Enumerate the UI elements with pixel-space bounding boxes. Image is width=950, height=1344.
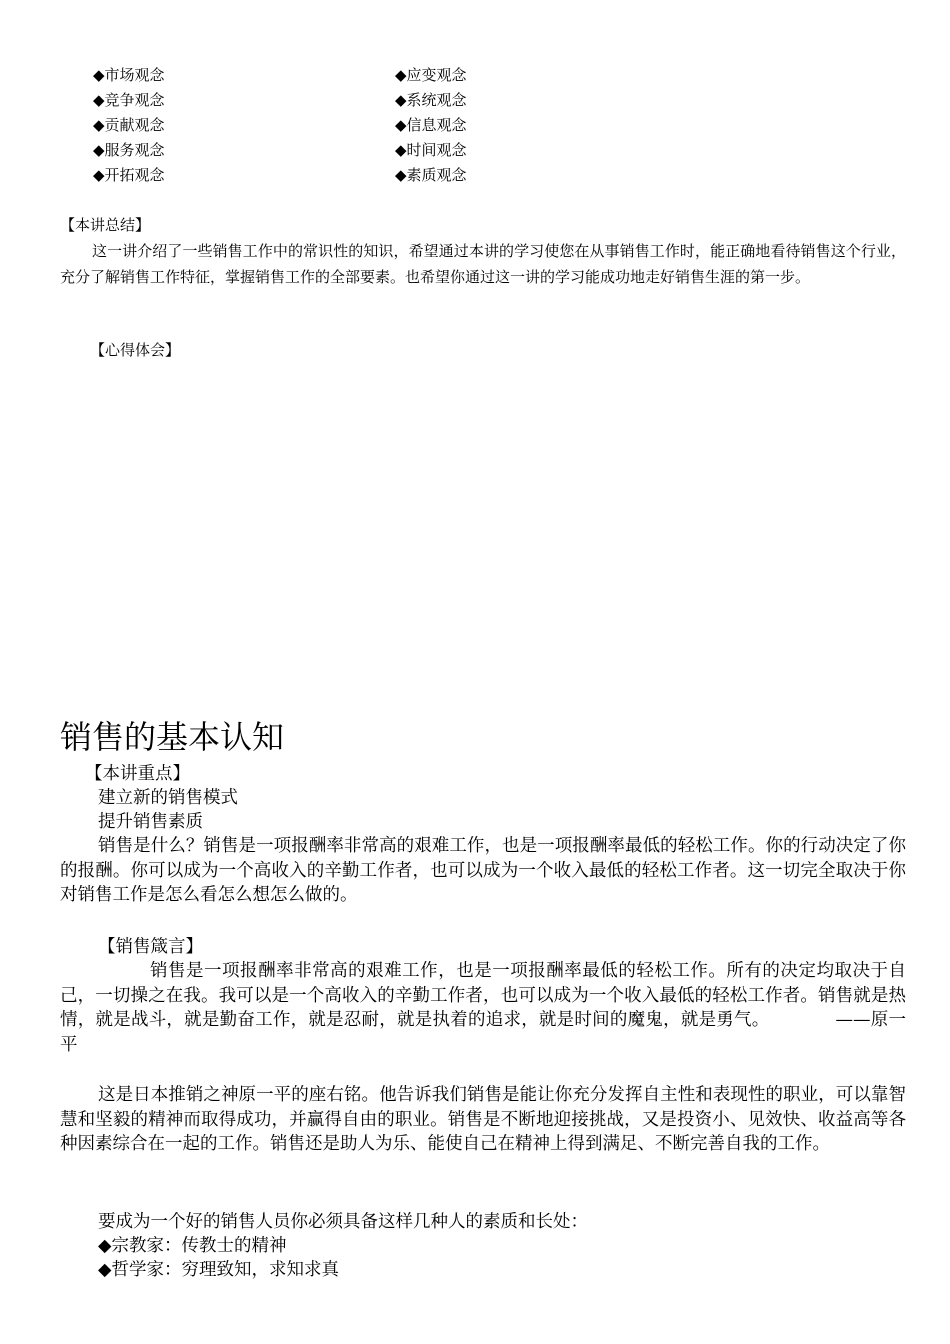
concept-item: ◆开拓观念 <box>93 166 165 184</box>
key-point: 提升销售素质 <box>98 812 203 832</box>
concept-item: ◆系统观念 <box>395 91 467 109</box>
explanation-paragraph: 这是日本推销之神原一平的座右铭。他告诉我们销售是能让你充分发挥自主性和表现性的职业，可以靠智慧和坚毅的精神而取得成功，并赢得自由的职业。销售是不断地迎接挑战，又是投资小、见效快、收益高等各种因素综合在一起的工作。销售还是助人为乐、能使自己在精神上得到满足、不断完善自我的工作。 <box>60 1085 906 1154</box>
concept-item: ◆市场观念 <box>93 66 165 84</box>
summary-heading: 【本讲总结】 <box>60 216 151 234</box>
quality-item: ◆哲学家：穷理致知，求知求真 <box>98 1260 339 1280</box>
key-point: 建立新的销售模式 <box>98 788 238 808</box>
motto-paragraph <box>60 959 906 1057</box>
key-heading: 【本讲重点】 <box>85 764 190 784</box>
concept-item: ◆竞争观念 <box>93 91 165 109</box>
concept-item: ◆时间观念 <box>395 141 467 159</box>
intro-paragraph: 销售是什么？销售是一项报酬率非常高的艰难工作，也是一项报酬率最低的轻松工作。你的行动决定了你的报酬。你可以成为一个高收入的辛勤工作者，也可以成为一个收入最低的轻松工作者。这一切完全取决于你对销售工作是怎么看怎么想怎么做的。 <box>60 836 906 905</box>
motto-heading: 【销售箴言】 <box>98 937 203 957</box>
chapter-title: 销售的基本认知 <box>60 718 285 756</box>
concept-item: ◆应变观念 <box>395 66 467 84</box>
concept-item: ◆服务观念 <box>93 141 165 159</box>
motto-author: ——原一平 <box>60 1010 907 1055</box>
concept-item: ◆素质观念 <box>395 166 467 184</box>
qualities-intro: 要成为一个好的销售人员你必须具备这样几种人的素质和长处： <box>98 1212 588 1232</box>
concept-item: ◆贡献观念 <box>93 116 165 134</box>
motto-text: 销售是一项报酬率非常高的艰难工作，也是一项报酬率最低的轻松工作。所有的决定均取决于自己，一切操之在我。我可以是一个高收入的辛勤工作者，也可以成为一个收入最低的轻松工作者。销售就是热情，就是战斗，就是勤奋工作，就是忍耐，就是执着的追求，就是时间的魔鬼，就是勇气。 <box>60 961 906 1030</box>
quality-item: ◆宗教家：传教士的精神 <box>98 1236 287 1256</box>
summary-text: 这一讲介绍了一些销售工作中的常识性的知识，希望通过本讲的学习使您在从事销售工作时，能正确地看待销售这个行业，充分了解销售工作特征，掌握销售工作的全部要素。也希望你通过这一讲的学习能成功地走好销售生涯的第一步。 <box>60 242 906 286</box>
notes-heading: 【心得体会】 <box>90 341 181 359</box>
concept-item: ◆信息观念 <box>395 116 467 134</box>
